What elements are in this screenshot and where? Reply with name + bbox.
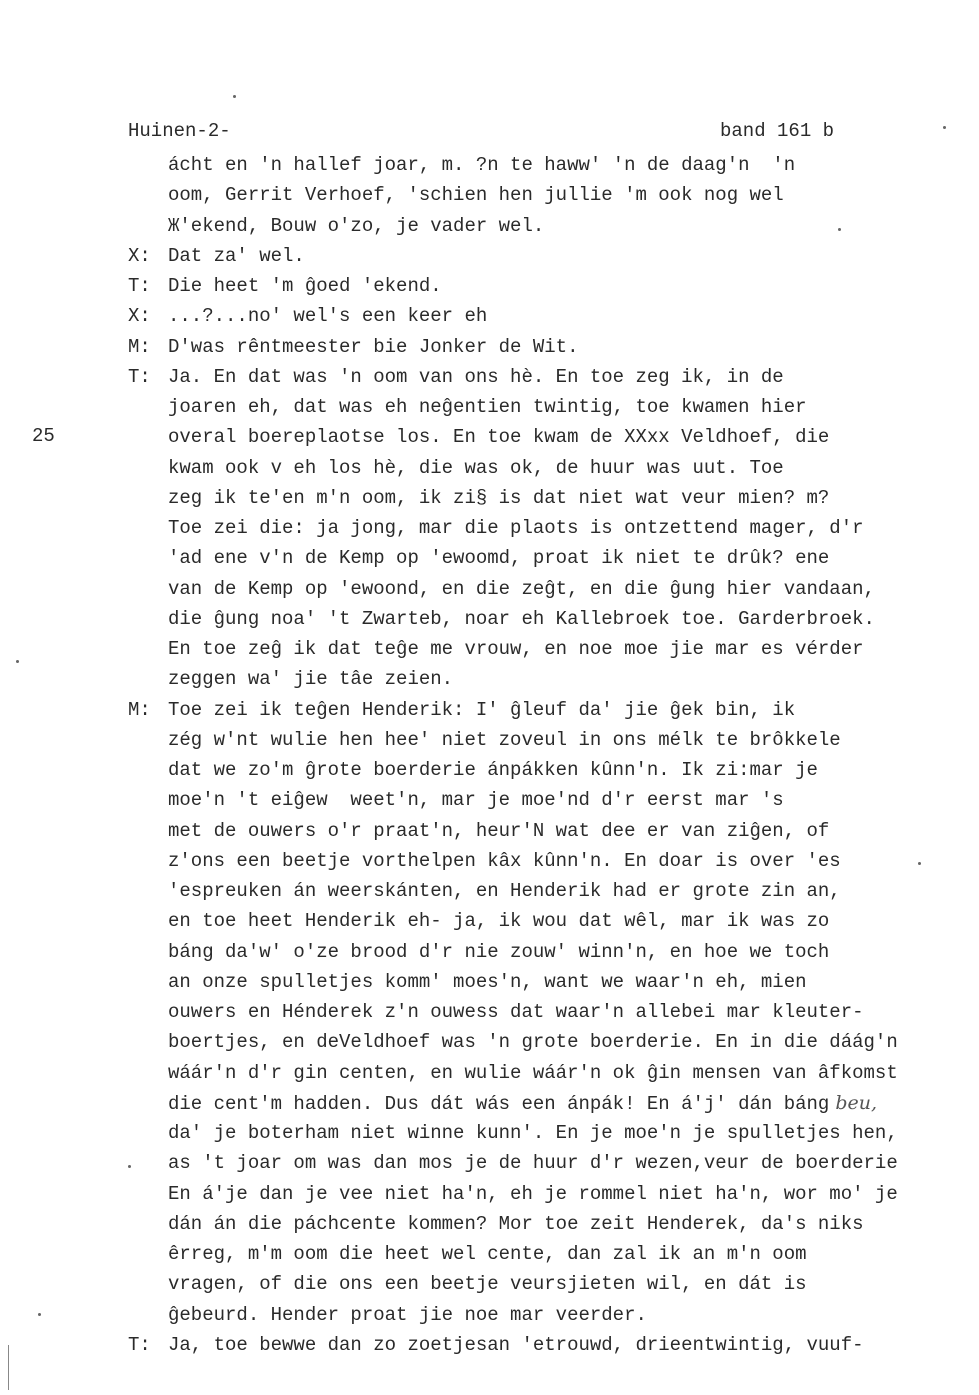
scan-speck: [128, 1165, 131, 1168]
typed-text: wáár'n d'r gin centen, en wulie wáár'n ok ĝin mensen van âfkomst: [168, 1061, 898, 1084]
speaker-label: T:: [128, 1333, 151, 1356]
line-text: [168, 1209, 864, 1239]
line-text: [168, 695, 795, 725]
scan-speck: [838, 228, 841, 231]
transcript-line: [128, 574, 968, 604]
tape-reference: band 161 b: [720, 120, 835, 142]
typed-text: die ĝung noa' 't Zwarteb, noar eh Kallebroek toe. Garderbroek.: [168, 607, 875, 630]
transcript-line: [128, 1209, 968, 1239]
line-text: [168, 483, 829, 513]
scan-speck: [943, 126, 946, 129]
line-text: [168, 1118, 898, 1148]
line-text: [168, 785, 784, 815]
transcript-line: [128, 1300, 968, 1330]
transcript-line: [128, 816, 968, 846]
typed-text: z'ons een beetje vorthelpen kâx kûnn'n. En doar is over 'es: [168, 849, 841, 872]
typed-text: zég w'nt wulie hen hee' niet zoveul in ons mélk te brôkkele: [168, 728, 841, 751]
line-text: [168, 634, 864, 664]
line-text: [168, 241, 305, 271]
line-text: [168, 150, 795, 180]
transcript-line: [128, 1058, 968, 1088]
typed-text: Ja, toe bewwe dan zo zoetjesan 'etrouwd, drieentwintig, vuuf-: [168, 1333, 864, 1356]
transcript-line: [128, 1027, 968, 1057]
transcript-line: [128, 785, 968, 815]
typed-text: ĝebeurd. Hender proat jie noe mar veerder.: [168, 1303, 647, 1326]
line-text: [168, 1269, 807, 1299]
line-text: [168, 332, 578, 362]
transcript-line: [128, 755, 968, 785]
typed-text: joaren eh, dat was eh neĝentien twintig, toe kwamen hier: [168, 396, 807, 418]
line-text: [168, 816, 829, 846]
page-header-title: Huinen-2-: [128, 120, 231, 142]
line-text: [168, 1148, 898, 1178]
line-text: [168, 755, 818, 785]
line-text: [168, 543, 829, 573]
typed-text: as 't joar om was dan mos je de huur d'r wezen,veur de boerderie: [168, 1152, 898, 1175]
typed-text: ...?...no' wel's een keer eh: [168, 305, 488, 328]
transcript-line: [128, 876, 968, 906]
typed-text: oom, Gerrit Verhoef, 'schien hen jullie 'm ook nog wel: [168, 184, 784, 207]
typed-text: báng da'w' o'ze brood d'r nie zouw' winn'n, en hoe we toch: [168, 940, 830, 963]
transcript-line: [128, 543, 968, 573]
line-text: [168, 906, 829, 936]
transcript-line: [128, 695, 968, 725]
transcript-line: [128, 483, 968, 513]
typed-text: moe'n 't eiĝew weet'n, mar je moe'nd d'r eerst mar 's: [168, 789, 784, 812]
line-text: [168, 937, 829, 967]
line-text: [168, 1058, 898, 1088]
transcript-line: [128, 422, 968, 452]
transcript-line: [128, 937, 968, 967]
transcript-line: [128, 1118, 968, 1148]
transcript-line: [128, 241, 968, 271]
speaker-label: T:: [128, 275, 151, 297]
handwritten-annotation: beu,: [829, 1091, 878, 1114]
line-text: [168, 725, 841, 755]
typed-text: Ж'ekend, Bouw o'zo, je vader wel.: [168, 214, 545, 237]
scan-speck: [918, 862, 921, 865]
transcript-line: [128, 1148, 968, 1178]
line-text: [168, 664, 453, 694]
transcript-line: [128, 1239, 968, 1269]
scan-speck: [16, 660, 19, 663]
transcript-line: [128, 211, 968, 241]
transcript-line: [128, 1179, 968, 1209]
line-text: [168, 574, 875, 604]
transcript-line: [128, 1269, 968, 1299]
line-text: [168, 211, 544, 241]
typed-text: dat we zo'm ĝrote boerderie ánpákken kûnn'n. Ik zi:mar je: [168, 759, 818, 781]
scan-speck: [38, 1313, 41, 1316]
line-text: [168, 180, 784, 210]
typed-text: D'was rêntmeester bie Jonker de Wit.: [168, 335, 579, 358]
typed-text: en toe heet Henderik eh- ja, ik wou dat wêl, mar ik was zo: [168, 910, 830, 933]
typed-text: da' je boterham niet winne kunn'. En je moe'n je spulletjes hen,: [168, 1122, 898, 1144]
transcript-line: [128, 362, 968, 392]
speaker-label: M:: [128, 698, 151, 721]
transcript-line: [128, 967, 968, 997]
typed-text: Dat za' wel.: [168, 244, 305, 267]
line-text: [168, 1330, 864, 1360]
typed-text: dán án die páchcente kommen? Mor toe zeit Henderek, da's niks: [168, 1212, 864, 1235]
typed-text: En á'je dan je vee niet ha'n, eh je rommel niet ha'n, wor mo' je: [168, 1182, 898, 1205]
transcript-line: [128, 150, 968, 180]
typed-text: vragen, of die ons een beetje veursjieten wil, en dát is: [168, 1273, 807, 1296]
line-text: [168, 1239, 807, 1269]
typed-text: kwam ook v eh los hè, die was ok, de huur was uut. Toe: [168, 456, 784, 479]
line-text: [168, 1179, 898, 1209]
typed-text: boertjes, en deVeldhoef was 'n grote boerderie. En in die dáág'n: [168, 1031, 898, 1054]
scan-speck: [233, 95, 236, 98]
transcript-line: [128, 271, 968, 301]
typed-text: ácht en 'n hallef joar, m. ?n te haww' 'n de daag'n 'n: [168, 154, 796, 176]
transcript-line: [128, 906, 968, 936]
line-text: [168, 967, 807, 997]
transcript-line: [128, 180, 968, 210]
transcript-line: [128, 664, 968, 694]
typed-text: En toe zeĝ ik dat teĝe me vrouw, en noe moe jie mar es vérder: [168, 638, 864, 660]
transcript-line: [128, 846, 968, 876]
line-text: [168, 997, 864, 1027]
margin-line-number: 25: [32, 425, 55, 447]
line-text: [168, 271, 442, 301]
transcript-line: [128, 725, 968, 755]
line-text: [168, 1088, 877, 1119]
transcript-line: [128, 997, 968, 1027]
typed-text: Ja. En dat was 'n oom van ons hè. En toe zeg ik, in de: [168, 365, 784, 388]
typed-text: zeg ik te'en m'n oom, ik zi§ is dat niet wat veur mien? m?: [168, 486, 830, 509]
line-text: [168, 1027, 898, 1057]
typed-text: 'ad ene v'n de Kemp op 'ewoomd, proat ik niet te drûk? ene: [168, 547, 830, 570]
line-text: [168, 604, 875, 634]
typed-text: 'espreuken án weerskánten, en Henderik had er grote zin an,: [168, 880, 841, 902]
typed-text: Toe zei die: ja jong, mar die plaots is ontzettend mager, d'r: [168, 517, 864, 539]
scan-edge-mark: [8, 1345, 9, 1390]
typed-text: met de ouwers o'r praat'n, heur'N wat dee er van ziĝen, of: [168, 819, 830, 842]
typed-text: êrreg, m'm oom die heet wel cente, dan zal ik an m'n oom: [168, 1243, 807, 1265]
typed-text: an onze spulletjes komm' moes'n, want we waar'n eh, mien: [168, 970, 807, 993]
transcript-line: [128, 604, 968, 634]
transcript-line: [128, 1088, 968, 1118]
speaker-label: M:: [128, 335, 151, 358]
transcript-line: [128, 1330, 968, 1360]
line-text: [168, 453, 784, 483]
transcript-line: [128, 453, 968, 483]
line-text: [168, 301, 487, 331]
line-text: [168, 846, 841, 876]
typed-text: Toe zei ik teĝen Henderik: I' ĝleuf da' jie ĝek bin, ik: [168, 698, 796, 721]
line-text: [168, 876, 841, 906]
transcript-line: [128, 301, 968, 331]
typed-text: ouwers en Hénderek z'n ouwess dat waar'n allebei mar kleuter-: [168, 1001, 864, 1023]
transcript-body: [128, 150, 968, 1360]
typed-text: van de Kemp op 'ewoond, en die zeĝt, en die ĝung hier vandaan,: [168, 577, 875, 600]
line-text: [168, 392, 807, 422]
line-text: [168, 1300, 647, 1330]
line-text: [168, 422, 829, 452]
speaker-label: T:: [128, 365, 151, 388]
line-text: [168, 362, 784, 392]
typed-text: Die heet 'm ĝoed 'ekend.: [168, 275, 442, 297]
transcript-line: [128, 634, 968, 664]
transcript-line: [128, 332, 968, 362]
typed-text: zeggen wa' jie tâe zeien.: [168, 668, 454, 691]
typed-text: die cent'm hadden. Dus dát wás een ánpák! En á'j' dán báng: [168, 1092, 830, 1115]
transcript-line: [128, 392, 968, 422]
typed-text: overal boereplaotse los. En toe kwam de XXxx Veldhoef, die: [168, 426, 830, 449]
transcript-line: [128, 513, 968, 543]
speaker-label: X:: [128, 305, 151, 328]
speaker-label: X:: [128, 244, 151, 267]
line-text: [168, 513, 864, 543]
